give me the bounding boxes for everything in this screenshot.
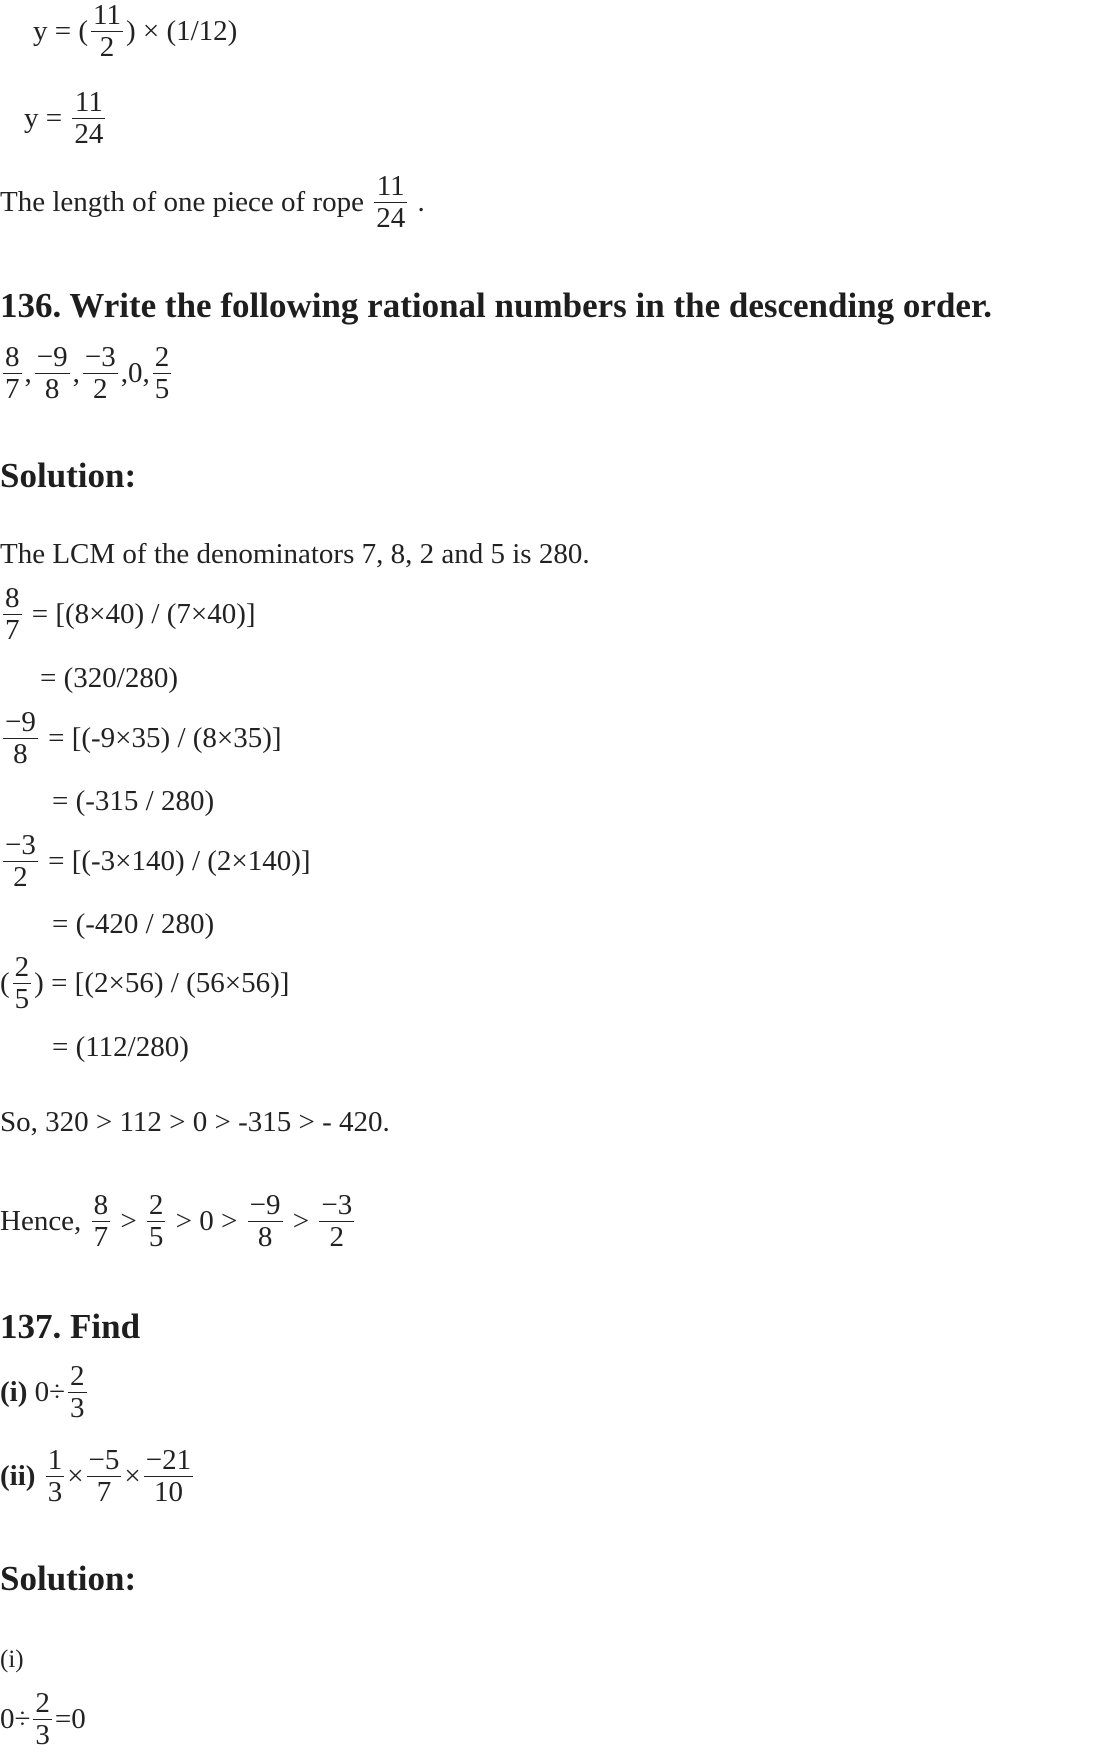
- fraction: [68, 1361, 87, 1423]
- text: = [(-3×140) / (2×140)]: [40, 844, 311, 877]
- text: =0: [54, 1702, 86, 1735]
- text: >: [113, 1204, 144, 1237]
- numerator: 2: [35, 1687, 50, 1720]
- denominator: 8: [257, 1220, 273, 1253]
- text: Hence,: [0, 1204, 89, 1237]
- text: [35, 1460, 42, 1493]
- text: = [(-9×35) / (8×35)]: [40, 721, 282, 754]
- fraction: [46, 1445, 65, 1507]
- denominator: 7: [5, 613, 20, 646]
- fraction: [91, 0, 123, 62]
- text: 137. Find: [0, 1307, 141, 1346]
- numerator: −21: [145, 1444, 192, 1477]
- text: ) = [(2×56) / (56×56)]: [34, 966, 290, 999]
- text: 0÷: [0, 1702, 31, 1735]
- fraction: [33, 1688, 52, 1750]
- denominator: 2: [13, 860, 28, 893]
- fraction: [13, 952, 32, 1014]
- numerator: 8: [5, 341, 20, 374]
- numerator: 8: [93, 1189, 109, 1222]
- text: ,0,: [120, 356, 150, 389]
- denominator: 10: [153, 1475, 183, 1508]
- text: 136. Write the following rational numbers in the descending order.: [0, 286, 993, 325]
- fraction: [92, 1190, 111, 1252]
- text: = [(8×40) / (7×40)]: [24, 597, 256, 630]
- text: (i): [0, 1375, 28, 1408]
- fraction: [3, 583, 22, 645]
- numerator: 2: [148, 1189, 164, 1222]
- text: The length of one piece of rope: [0, 185, 372, 218]
- text: > 0 >: [168, 1204, 245, 1237]
- denominator: 8: [13, 737, 28, 770]
- numerator: −3: [5, 829, 36, 862]
- fraction: [147, 1190, 166, 1252]
- numerator: 11: [74, 86, 103, 119]
- denominator: 5: [148, 1220, 164, 1253]
- fraction: [3, 830, 38, 892]
- text: = (-420 / 280): [52, 907, 215, 940]
- numerator: 8: [5, 582, 20, 615]
- fraction: [144, 1445, 193, 1507]
- denominator: 3: [35, 1718, 50, 1751]
- denominator: 7: [5, 372, 20, 405]
- denominator: 8: [44, 372, 60, 405]
- fraction: [35, 342, 70, 404]
- text: 0÷: [27, 1375, 66, 1408]
- text: = (112/280): [52, 1030, 189, 1063]
- denominator: 3: [70, 1391, 85, 1424]
- numerator: −9: [5, 706, 36, 739]
- text: The LCM of the denominators 7, 8, 2 and 5 is 280.: [0, 537, 590, 570]
- fraction: [248, 1190, 283, 1252]
- denominator: 7: [96, 1475, 112, 1508]
- denominator: 5: [154, 372, 170, 405]
- fraction: [319, 1190, 354, 1252]
- text: y =: [24, 101, 70, 134]
- text: = (-315 / 280): [52, 784, 215, 817]
- denominator: 3: [47, 1475, 63, 1508]
- denominator: 2: [329, 1220, 345, 1253]
- text: (ii): [0, 1459, 36, 1492]
- text: (i): [0, 1646, 24, 1673]
- denominator: 24: [74, 117, 104, 150]
- fraction: [87, 1445, 122, 1507]
- numerator: 2: [14, 951, 30, 984]
- text: ,: [72, 356, 80, 389]
- fraction: [3, 707, 38, 769]
- fraction: [374, 171, 407, 233]
- fraction: [83, 342, 118, 404]
- text: ×: [124, 1459, 141, 1492]
- numerator: 2: [154, 341, 170, 374]
- text: >: [285, 1204, 317, 1237]
- denominator: 5: [14, 982, 30, 1015]
- numerator: 1: [47, 1444, 63, 1477]
- numerator: −9: [249, 1189, 281, 1222]
- numerator: 11: [93, 0, 121, 32]
- numerator: 11: [376, 170, 405, 203]
- text: .: [410, 185, 425, 218]
- fraction: [153, 342, 172, 404]
- text: So, 320 > 112 > 0 > -315 > - 420.: [0, 1105, 390, 1138]
- fraction: [72, 87, 105, 149]
- numerator: −9: [36, 341, 68, 374]
- denominator: 7: [93, 1220, 109, 1253]
- text: ) × (1/12): [125, 14, 238, 47]
- numerator: 2: [70, 1360, 85, 1393]
- denominator: 24: [376, 201, 406, 234]
- denominator: 2: [93, 372, 108, 405]
- fraction: [3, 342, 22, 404]
- text: = (320/280): [40, 661, 178, 694]
- denominator: 2: [99, 30, 115, 63]
- text: (: [0, 966, 10, 999]
- text: ,: [24, 356, 32, 389]
- numerator: −5: [88, 1444, 120, 1477]
- numerator: −3: [321, 1189, 353, 1222]
- numerator: −3: [84, 341, 116, 374]
- text: ×: [67, 1459, 84, 1492]
- text: Solution:: [0, 1559, 137, 1598]
- text: y = (: [33, 14, 89, 47]
- text: Solution:: [0, 456, 137, 495]
